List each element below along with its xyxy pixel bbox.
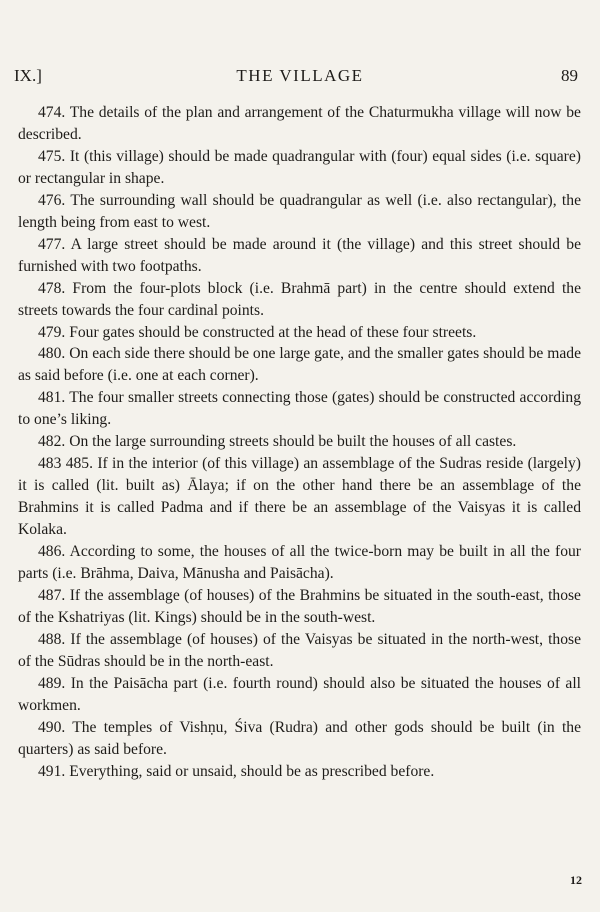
paragraph-text: Four gates should be constructed at the head of these four streets. [69, 323, 477, 341]
paragraph-483-485 [18, 453, 581, 541]
paragraph-489 [18, 673, 581, 717]
paragraph-number: 488. [38, 630, 66, 648]
paragraph-text: On each side there should be one large gate, and the smaller gates should be made as said before (i.e. one at each corner). [18, 345, 581, 385]
paragraph-number: 480. [38, 345, 66, 363]
paragraph-488 [18, 629, 581, 673]
paragraph-text: In the Paisācha part (i.e. fourth round) should also be situated the houses of all workmen. [18, 674, 581, 714]
paragraph-475 [18, 146, 581, 190]
paragraph-number: 476. [38, 191, 66, 209]
paragraph-number: 490. [38, 718, 66, 736]
chapter-marker: IX.] [14, 66, 42, 85]
paragraph-491 [18, 761, 581, 783]
paragraph-number: 483 485. [38, 455, 93, 473]
paragraph-text: If in the interior (of this village) an assemblage of the Sudras reside (largely) it is called (lit. built as) Ālaya; if on the other hand there be an assemblage of the Brahmins it is called Padma and if there be an assemblage of the Vaisyas it is called Kolaka. [18, 455, 581, 539]
page-number: 89 [561, 66, 578, 85]
paragraph-487 [18, 585, 581, 629]
paragraph-text: The details of the plan and arrangement of the Chaturmukha village will now be described. [18, 104, 581, 143]
paragraph-478 [18, 278, 581, 322]
paragraph-text: If the assemblage (of houses) of the Brahmins be situated in the south-east, those of the Kshatriyas (lit. Kings) should be in the south-west. [18, 586, 581, 626]
paragraph-number: 486. [38, 543, 66, 561]
paragraph-number: 482. [38, 433, 66, 451]
paragraph-number: 481. [38, 389, 66, 407]
paragraph-number: 491. [38, 762, 66, 780]
paragraph-text: From the four-plots block (i.e. Brahmā part) in the centre should extend the streets towards the four cardinal points. [18, 279, 581, 319]
paragraph-text: Everything, said or unsaid, should be as prescribed before. [69, 762, 435, 780]
paragraph-number: 477. [38, 235, 66, 253]
paragraph-text: A large street should be made around it (the village) and this street should be furnished with two footpaths. [18, 235, 581, 275]
signature-mark: 12 [570, 873, 582, 887]
paragraph-number: 489. [38, 674, 66, 692]
paragraph-477 [18, 234, 581, 278]
paragraph-481 [18, 387, 581, 431]
paragraph-486 [18, 541, 581, 585]
paragraph-number: 487. [38, 586, 66, 604]
paragraph-476 [18, 190, 581, 234]
paragraph-text: It (this village) should be made quadrangular with (four) equal sides (i.e. square) or rectangular in shape. [18, 147, 581, 187]
paragraph-text: The surrounding wall should be quadrangular as well (i.e. also rectangular), the length being from east to west. [18, 191, 581, 231]
paragraph-text: According to some, the houses of all the twice-born may be built in all the four parts (i.e. Brāhma, Daiva, Mānusha and Paisācha). [18, 543, 581, 583]
paragraph-479 [18, 322, 581, 344]
paragraph-480 [18, 343, 581, 387]
paragraph-number: 479. [38, 323, 66, 341]
paragraph-text: On the large surrounding streets should be built the houses of all castes. [69, 433, 517, 451]
running-title: THE VILLAGE [236, 66, 364, 85]
paragraph-text: The four smaller streets connecting those (gates) should be constructed according to one’s liking. [18, 389, 582, 429]
paragraph-490 [18, 717, 581, 761]
page-body [18, 102, 581, 783]
paragraph-number: 475. [38, 147, 66, 165]
paragraph-474 [18, 102, 581, 146]
paragraph-text: The temples of Vishṇu, Śiva (Rudra) and other gods should be built (in the quarters) as said before. [18, 718, 581, 758]
page-header [0, 66, 600, 88]
paragraph-text: If the assemblage (of houses) of the Vaisyas be situated in the north-west, those of the Sūdras should be in the north-east. [18, 630, 581, 670]
paragraph-number: 478. [38, 279, 66, 297]
paragraph-482 [18, 431, 581, 453]
paragraph-number: 474. [38, 104, 66, 121]
